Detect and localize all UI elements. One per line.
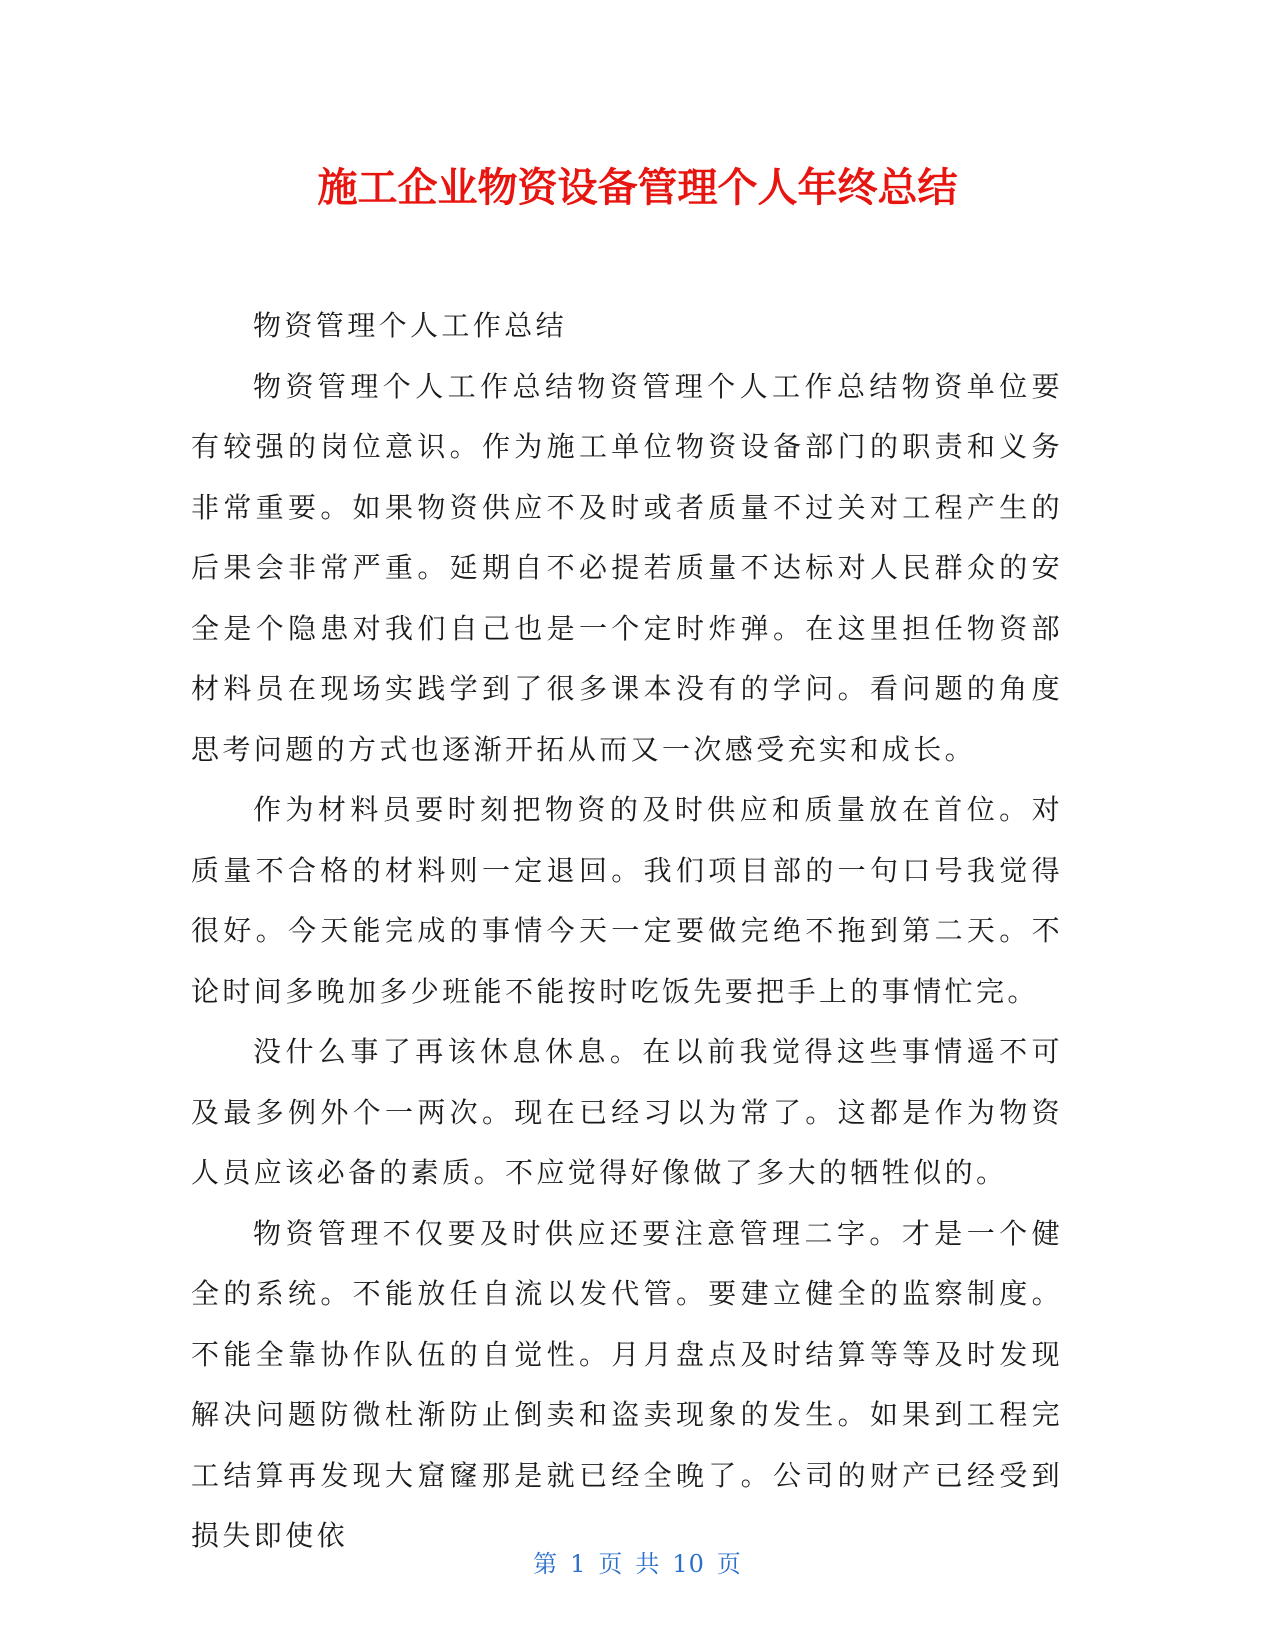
footer-total-pages: 10 (672, 1550, 705, 1578)
paragraph-2: 作为材料员要时刻把物资的及时供应和质量放在首位。对质量不合格的材料则一定退回。我们项目部的一句口号我觉得很好。今天能完成的事情今天一定要做完绝不拖到第二天。不论时间多晚加多少班能不能按时吃饭先要把手上的事情忙完。 (191, 793, 1063, 1008)
section-heading: 物资管理个人工作总结 (253, 309, 568, 342)
page-footer (0, 1548, 1275, 1580)
footer-label-total: 共 (635, 1550, 661, 1578)
document-title: 施工企业物资设备管理个人年终总结 (317, 165, 958, 211)
paragraph-3: 没什么事了再该休息休息。在以前我觉得这些事情遥不可及最多例外个一两次。现在已经习以为常了。这都是作为物资人员应该必备的素质。不应觉得好像做了多大的牺牲似的。 (191, 1035, 1063, 1189)
paragraph-1: 物资管理个人工作总结物资管理个人工作总结物资单位要有较强的岗位意识。作为施工单位物资设备部门的职责和义务非常重要。如果物资供应不及时或者质量不过关对工程产生的后果会非常严重。延期自不必提若质量不达标对人民群众的安全是个隐患对我们自己也是一个定时炸弹。在这里担任物资部材料员在现场实践学到了很多课本没有的学问。看问题的角度思考问题的方式也逐渐开拓从而又一次感受充实和成长。 (191, 369, 1063, 766)
footer-label-page-unit: 页 (598, 1550, 624, 1578)
footer-page-number: 1 (570, 1550, 587, 1578)
footer-label-total-unit: 页 (716, 1550, 742, 1578)
paragraph-4: 物资管理不仅要及时供应还要注意管理二字。才是一个健全的系统。不能放任自流以发代管。要建立健全的监察制度。不能全靠协作队伍的自觉性。月月盘点及时结算等等及时发现解决问题防微杜渐防止倒卖和盗卖现象的发生。如果到工程完工结算再发现大窟窿那是就已经全晚了。公司的财产已经受到损失即使依 (191, 1216, 1063, 1552)
footer-label-page: 第 (533, 1550, 559, 1578)
document-body (191, 296, 1063, 1567)
